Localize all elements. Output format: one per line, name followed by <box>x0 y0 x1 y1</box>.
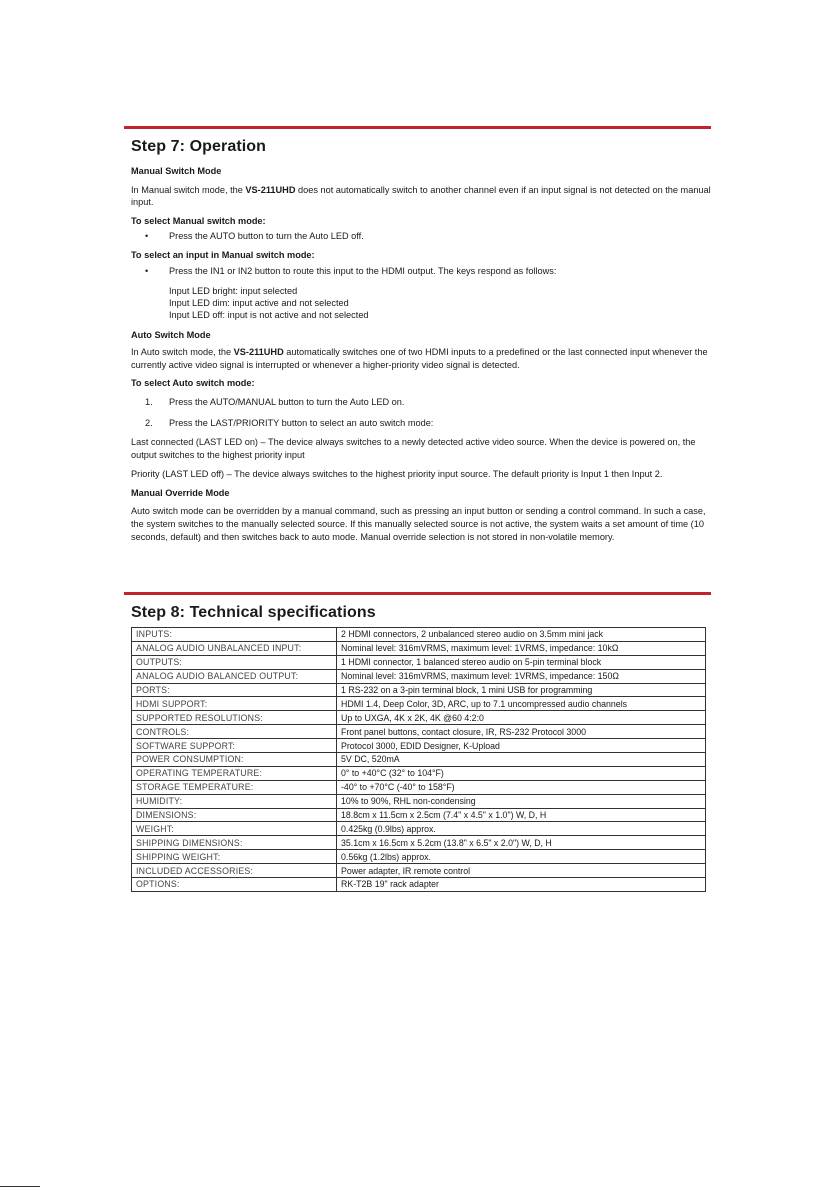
spec-label: PORTS: <box>132 683 337 697</box>
auto-switch-heading: Auto Switch Mode <box>131 329 211 340</box>
table-row <box>132 753 706 767</box>
manual-override-heading: Manual Override Mode <box>131 487 230 498</box>
spec-label: INCLUDED ACCESSORIES: <box>132 864 337 878</box>
led-state-item: Input LED bright: input selected <box>169 286 298 297</box>
product-name: VS-211UHD <box>233 347 284 358</box>
table-row <box>132 780 706 794</box>
spec-value: Power adapter, IR remote control <box>337 864 706 878</box>
table-row <box>132 850 706 864</box>
page-edge-mark <box>0 1186 40 1187</box>
spec-label: ANALOG AUDIO BALANCED OUTPUT: <box>132 669 337 683</box>
spec-value: 1 HDMI connector, 1 balanced stereo audio on 5-pin terminal block <box>337 655 706 669</box>
spec-value: -40° to +70°C (-40° to 158°F) <box>337 780 706 794</box>
spec-value: 10% to 90%, RHL non-condensing <box>337 794 706 808</box>
specifications-body <box>132 628 706 892</box>
spec-label: OPERATING TEMPERATURE: <box>132 766 337 780</box>
table-row <box>132 864 706 878</box>
select-input-bullet: • Press the IN1 or IN2 button to route this input to the HDMI output. The keys respond as follows: <box>131 265 711 278</box>
spec-label: OUTPUTS: <box>132 655 337 669</box>
spec-value: 0° to +40°C (32° to 104°F) <box>337 766 706 780</box>
manual-switch-heading: Manual Switch Mode <box>131 166 222 176</box>
auto-switch-intro <box>131 346 711 371</box>
select-input-heading: To select an input in Manual switch mode: <box>131 249 315 260</box>
spec-label: POWER CONSUMPTION: <box>132 753 337 767</box>
spec-value: 0.425kg (0.9lbs) approx. <box>337 822 706 836</box>
step7-title: Step 7: Operation <box>131 138 267 155</box>
spec-label: HDMI SUPPORT: <box>132 697 337 711</box>
table-row <box>132 641 706 655</box>
section-divider-step7 <box>124 126 711 129</box>
manual-intro-pre: In Manual switch mode, the <box>131 184 246 195</box>
step-number: 1. <box>145 396 153 407</box>
spec-label: SHIPPING WEIGHT: <box>132 850 337 864</box>
table-row <box>132 822 706 836</box>
section-divider-step8 <box>124 592 711 595</box>
spec-value: 18.8cm x 11.5cm x 2.5cm (7.4" x 4.5" x 1.0") W, D, H <box>337 808 706 822</box>
table-row <box>132 739 706 753</box>
spec-value: 0.56kg (1.2lbs) approx. <box>337 850 706 864</box>
step8-title: Step 8: Technical specifications <box>131 604 376 621</box>
spec-value: 5V DC, 520mA <box>337 753 706 767</box>
spec-value: 1 RS-232 on a 3-pin terminal block, 1 mini USB for programming <box>337 683 706 697</box>
auto-intro-post: automatically switches one of two HDMI inputs to a predefined or the last connected input whenever the currently active video signal is interrupted or whenever a higher-priority video signal is detected. <box>131 347 708 370</box>
spec-label: STORAGE TEMPERATURE: <box>132 780 337 794</box>
spec-label: WEIGHT: <box>132 822 337 836</box>
step7-body <box>131 165 711 543</box>
spec-value: Up to UXGA, 4K x 2K, 4K @60 4:2:0 <box>337 711 706 725</box>
step-text: Press the AUTO/MANUAL button to turn the Auto LED on. <box>169 396 405 407</box>
auto-step-2 <box>131 417 711 430</box>
led-states-list <box>131 286 711 321</box>
spec-value: 2 HDMI connectors, 2 unbalanced stereo audio on 3.5mm mini jack <box>337 628 706 642</box>
priority-text: Priority (LAST LED off) – The device always switches to the highest priority input source. The default priority is Input 1 then Input 2. <box>131 469 663 480</box>
auto-intro-pre: In Auto switch mode, the <box>131 347 234 358</box>
table-row <box>132 683 706 697</box>
table-row <box>132 808 706 822</box>
led-state-item: Input LED dim: input active and not selected <box>169 297 349 308</box>
spec-label: DIMENSIONS: <box>132 808 337 822</box>
table-row <box>132 836 706 850</box>
spec-label: ANALOG AUDIO UNBALANCED INPUT: <box>132 641 337 655</box>
spec-value: Nominal level: 316mVRMS, maximum level: 1VRMS, impedance: 10kΩ <box>337 641 706 655</box>
step-text: Press the LAST/PRIORITY button to select an auto switch mode: <box>169 417 434 428</box>
auto-step-1 <box>131 396 711 409</box>
table-row <box>132 669 706 683</box>
select-auto-heading: To select Auto switch mode: <box>131 378 255 389</box>
spec-label: OPTIONS: <box>132 878 337 892</box>
spec-value: 35.1cm x 16.5cm x 5.2cm (13.8" x 6.5" x 2.0") W, D, H <box>337 836 706 850</box>
table-row <box>132 766 706 780</box>
product-name: VS-211UHD <box>245 184 296 195</box>
spec-label: INPUTS: <box>132 628 337 642</box>
table-row <box>132 697 706 711</box>
specifications-table <box>131 627 706 892</box>
table-row <box>132 628 706 642</box>
spec-value: Nominal level: 316mVRMS, maximum level: 1VRMS, impedance: 150Ω <box>337 669 706 683</box>
step-number: 2. <box>145 417 153 428</box>
spec-label: SUPPORTED RESOLUTIONS: <box>132 711 337 725</box>
table-row <box>132 711 706 725</box>
spec-label: SOFTWARE SUPPORT: <box>132 739 337 753</box>
led-state-item: Input LED off: input is not active and not selected <box>169 309 369 320</box>
spec-value: Protocol 3000, EDID Designer, K-Upload <box>337 739 706 753</box>
manual-override-text: Auto switch mode can be overridden by a manual command, such as pressing an input button or sending a control command. In such a case, the system switches to the manually selected source. If this manually selected source is not active, the system waits a set amount of time (10 seconds, default) and then switches back to auto mode. Manual override selection is not stored in non-volatile memory. <box>131 506 706 542</box>
manual-switch-intro <box>131 184 711 209</box>
manual-intro-post: does not automatically switch to another channel even if an input signal is not detected on the manual input. <box>131 184 711 208</box>
spec-label: HUMIDITY: <box>132 794 337 808</box>
table-row <box>132 878 706 892</box>
last-connected-text: Last connected (LAST LED on) – The device always switches to a newly detected active video source. When the device is powered on, the output switches to the highest priority input <box>131 437 696 460</box>
spec-label: CONTROLS: <box>132 725 337 739</box>
table-row <box>132 794 706 808</box>
spec-label: SHIPPING DIMENSIONS: <box>132 836 337 850</box>
spec-value: HDMI 1.4, Deep Color, 3D, ARC, up to 7.1 uncompressed audio channels <box>337 697 706 711</box>
table-row <box>132 725 706 739</box>
spec-value: RK-T2B 19" rack adapter <box>337 878 706 892</box>
table-row <box>132 655 706 669</box>
select-manual-heading: To select Manual switch mode: <box>131 215 266 226</box>
spec-value: Front panel buttons, contact closure, IR, RS-232 Protocol 3000 <box>337 725 706 739</box>
select-manual-bullet: • Press the AUTO button to turn the Auto LED off. <box>131 230 711 243</box>
